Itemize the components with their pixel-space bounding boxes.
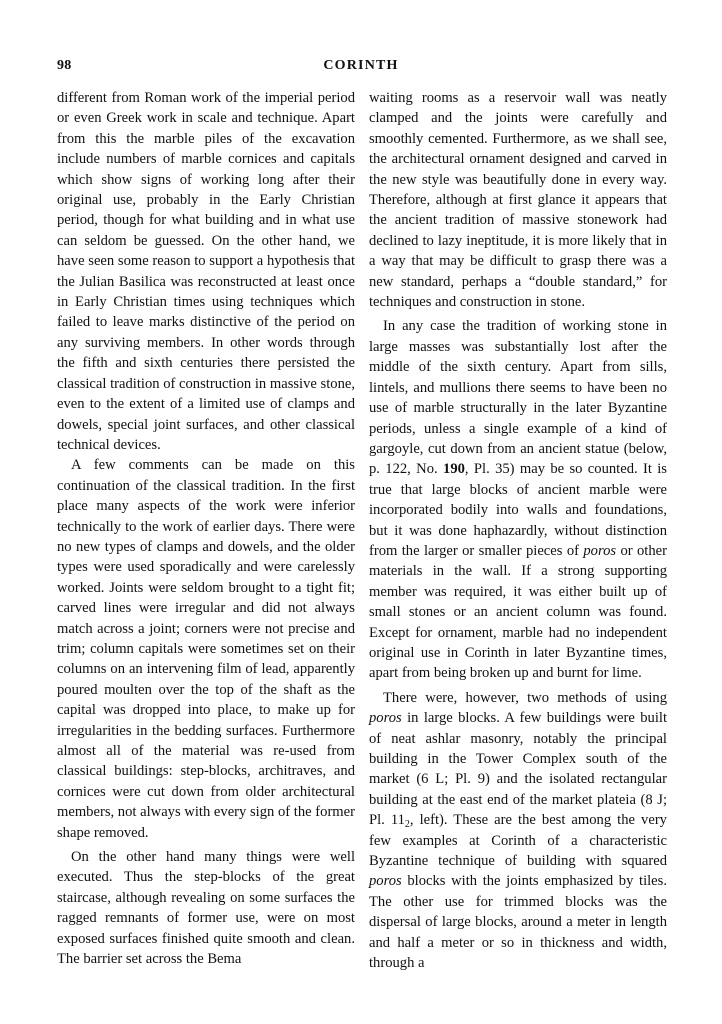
right-paragraph-2-text-c: or other materials in the wall. If a strong supporting member was required, it was either built up of small stones or an ancient column was found. Except for ornament, marble had no independent original use in Corinth in later Byzantine times, apart from being broken up and burnt for lime.: [369, 542, 667, 682]
right-paragraph-2-text-b: , Pl. 35) may be so counted. It is true that large blocks of ancient marble were incorporated bodily into walls and foundations, but it was done haphazardly, without distinction from the larger or smaller pieces of: [369, 461, 667, 559]
right-paragraph-1: waiting rooms as a reservoir wall was neatly clamped and the joints were carefully and smoothly cemented. Furthermore, as we shall see, the architectural ornament designed and carved in the new style was beautifully done in every way. Therefore, although at first glance it appears that the ancient tradition of massive stonework had declined to lazy ineptitude, it is more likely that in a way that may be difficult to grasp there was a new standard, perhaps a “double standard,” for techniques and construction in stone.: [369, 90, 667, 311]
plate-subscript: 2: [404, 819, 410, 831]
right-paragraph-2: [369, 316, 667, 683]
left-paragraph-3: On the other hand many things were well executed. Thus the step-blocks of the great staircase, although revealing on some surfaces the ragged remnants of former use, were on most exposed surfaces finished quite smooth and clean. The barrier set across the Bema: [57, 849, 355, 968]
left-paragraph-1: different from Roman work of the imperial period or even Greek work in scale and technique. Apart from this the marble piles of the excavation include numbers of marble cornices and capitals which show signs of working long after their original use, probably in the Early Christian period, though for what building and in what use can seldom be guessed. On the other hand, we have seen some reason to support a hypothesis that the Julian Basilica was reconstructed at least once in Early Christian times using techniques which failed to leave marks distinctive of the period on any surviving members. In other words through the fifth and sixth centuries there persisted the classical tradition of construction in massive stone, even to the extent of a limited use of clamps and dowels, special joint surfaces, and other classical technical devices.: [57, 90, 355, 453]
right-paragraph-2-text-a: In any case the tradition of working stone in large masses was substantially lost after the middle of the sixth century. Apart from sills, lintels, and mullions there seems to have been no use of marble structurally in the later Byzantine periods, unless a single example of a kind of gargoyle, cut down from an ancient statue (below, p. 122, No.: [369, 318, 667, 478]
right-paragraph-3-text-d: blocks with the joints emphasized by tiles. The other use for trimmed blocks was the dispersal of large blocks, around a meter in length and half a meter or so in thickness and width, through a: [369, 873, 667, 972]
page-number: 98: [57, 58, 72, 73]
left-column: [57, 88, 355, 969]
right-paragraph-3: [369, 688, 667, 974]
italic-term: poros: [369, 873, 402, 890]
right-paragraph-3-text-b: in large blocks. A few buildings were built of neat ashlar masonry, notably the principal building in the Tower Complex south of the market (6 L; Pl. 9) and the isolated rectangular building at the east end of the market plateia (8 J; Pl. 11: [369, 710, 667, 829]
running-head: CORINTH: [323, 58, 399, 73]
right-paragraph-3-text-a: There were, however, two methods of using: [383, 689, 667, 706]
italic-term: poros: [583, 542, 617, 559]
right-paragraph-3-text-c: , left). These are the best among the very few examples at Corinth of a characteristic Byzantine technique of building with squared: [369, 812, 667, 870]
left-paragraph-2: A few comments can be made on this continuation of the classical tradition. In the first place many aspects of the work were inferior technically to the work of earlier days. There were no new types of clamps and dowels, and the older types were used sporadically and were carelessly worked. Joints were seldom brought to a tight fit; carved lines were irregular and did not always match across a joint; corners were not precise and trim; column capitals were sometimes set on their columns on an intervening film of lead, apparently poured moulten over the top of the shaft as the capital was dropped into place, to make up for irregularities in the bedding surfaces. Furthermore almost all of the material was re-used from classical buildings: step-blocks, architraves, and cornices were cut down from older architectural members, not always with every sign of the former shape removed.: [57, 457, 355, 841]
right-column: [369, 88, 667, 973]
italic-term: poros: [369, 710, 402, 727]
catalogue-number: 190: [443, 461, 465, 478]
